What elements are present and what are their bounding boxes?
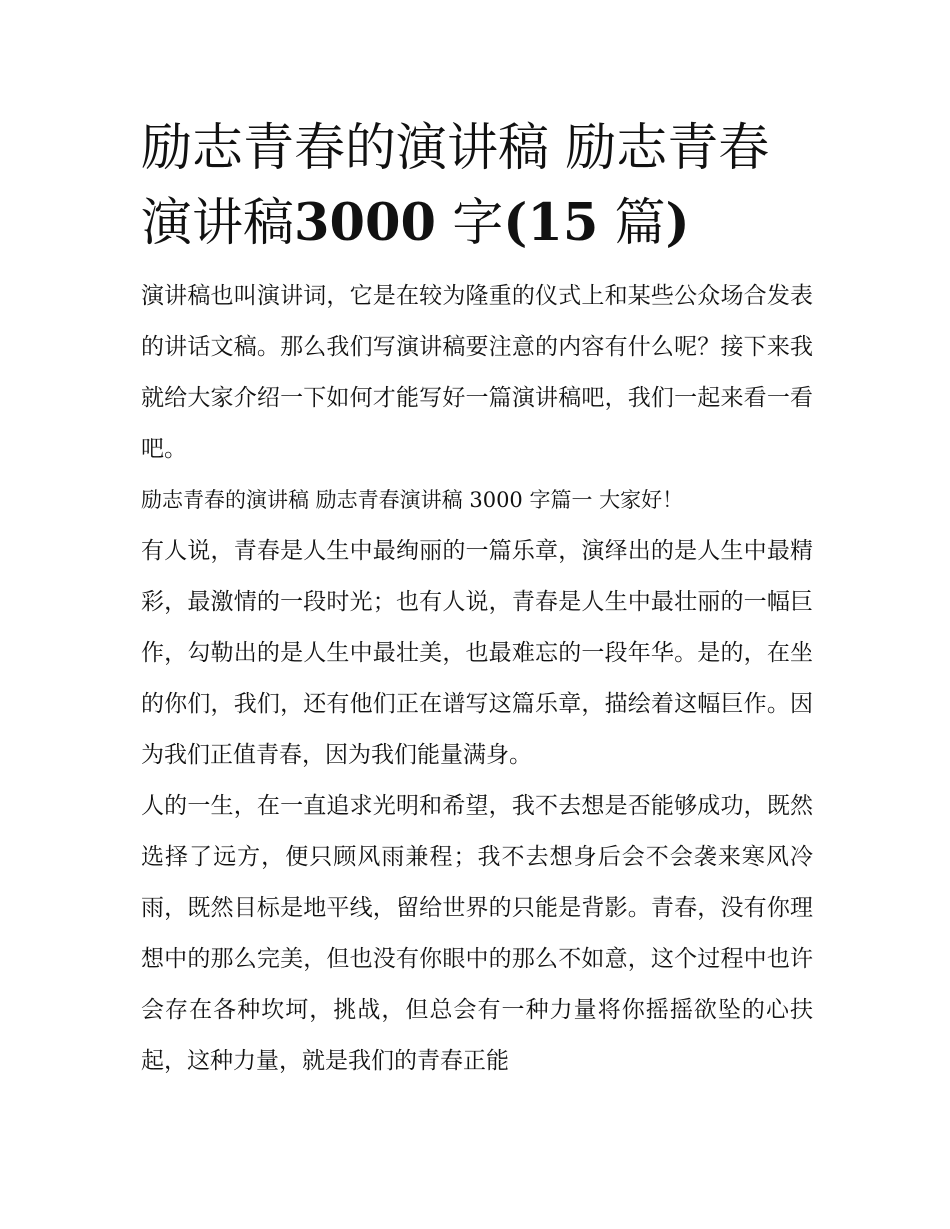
title-text-3: 篇 bbox=[614, 194, 666, 253]
document-content bbox=[141, 112, 813, 1087]
title-close: ) bbox=[665, 193, 690, 253]
title-text-2: 字 bbox=[452, 194, 504, 253]
document-title bbox=[141, 112, 813, 261]
title-text-1: 励志青春的演讲稿 励志青春演讲稿 bbox=[141, 119, 770, 253]
section-heading: 励志青春的演讲稿 励志青春演讲稿 3000 字篇一 大家好！ bbox=[141, 488, 684, 512]
body-paragraph-2: 人的一生，在一直追求光明和希望，我不去想是否能够成功，既然选择了远方，便只顾风雨兼程；我不去想身后会不会袭来寒风冷雨，既然目标是地平线，留给世界的只能是背影。青春，没有你理想中的那么完美，但也没有你眼中的那么不如意，这个过程中也许会存在各种坎坷，挑战，但总会有一种力量将你摇摇欲坠的心扶起，这种力量，就是我们的青春正能 bbox=[141, 793, 813, 1074]
intro-paragraph: 演讲稿也叫演讲词，它是在较为隆重的仪式上和某些公众场合发表的讲话文稿。那么我们写演讲稿要注意的内容有什么呢？接下来我就给大家介绍一下如何才能写好一篇演讲稿吧，我们一起来看一看吧。 bbox=[141, 283, 813, 462]
title-paren: (15 bbox=[503, 193, 599, 253]
title-number: 3000 bbox=[294, 193, 436, 253]
body-paragraph-1: 有人说，青春是人生中最绚丽的一篇乐章，演绎出的是人生中最精彩，最激情的一段时光；也有人说，青春是人生中最壮丽的一幅巨作，勾勒出的是人生中最壮美，也最难忘的一段年华。是的，在坐的你们，我们，还有他们正在谱写这篇乐章，描绘着这幅巨作。因为我们正值青春，因为我们能量满身。 bbox=[141, 538, 813, 768]
